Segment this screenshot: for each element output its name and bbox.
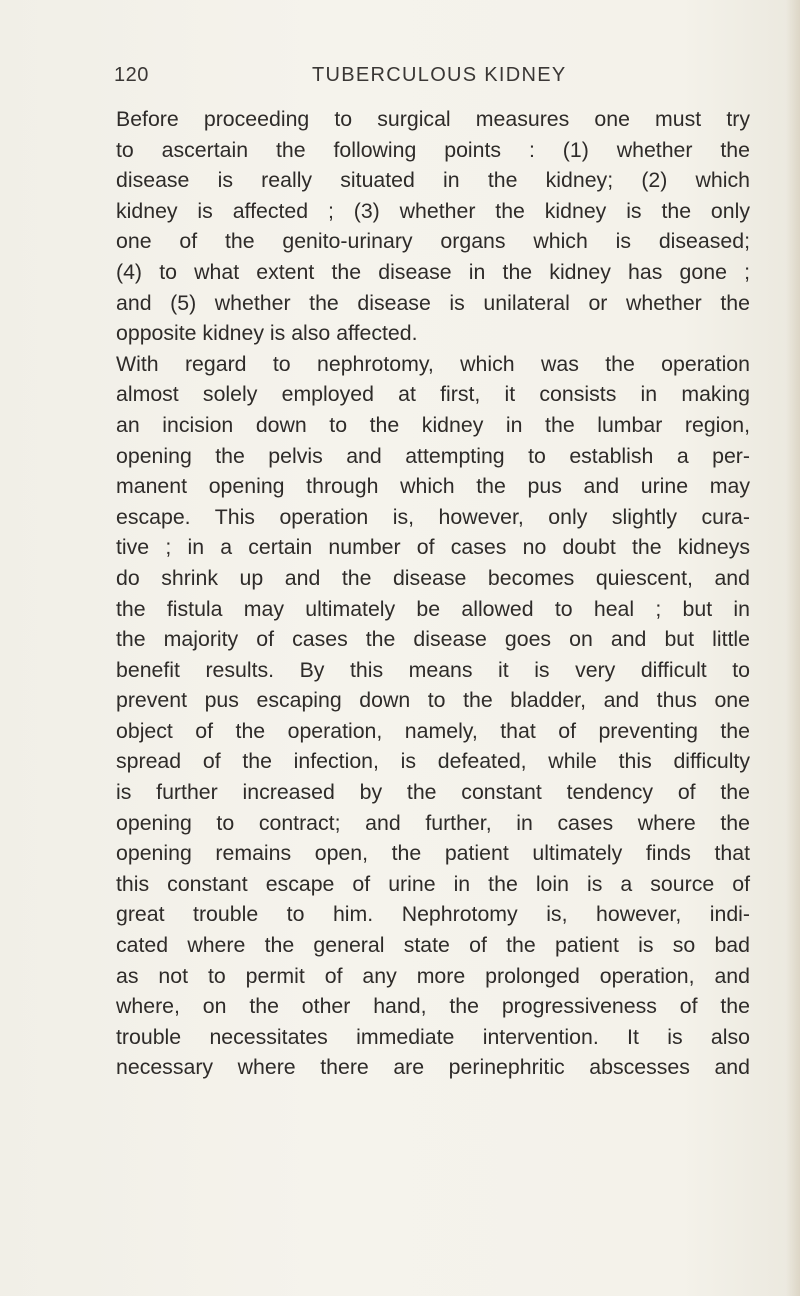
text-line: the majority of cases the disease goes on and but little [116, 627, 750, 652]
text-line: and (5) whether the disease is unilateral or whether the [116, 290, 750, 315]
text-line: almost solely employed at first, it consists in making [116, 382, 750, 407]
text-line: the fistula may ultimately be allowed to heal ; but in [116, 596, 750, 621]
text-line: spread of the infection, is defeated, while this difficulty [116, 749, 750, 774]
text-line: benefit results. By this means it is very difficult to [116, 657, 750, 682]
text-line: an incision down to the kidney in the lumbar region, [116, 412, 750, 437]
text-line: (4) to what extent the disease in the kidney has gone ; [116, 259, 750, 284]
text-line: necessary where there are perinephritic abscesses and [116, 1055, 750, 1080]
text-line: escape. This operation is, however, only slightly cura- [116, 504, 750, 529]
page-edge-shadow [786, 0, 800, 1296]
text-line: tive ; in a certain number of cases no doubt the kidneys [116, 535, 750, 560]
page-header [114, 64, 754, 92]
body-text [116, 104, 750, 1083]
text-line: manent opening through which the pus and urine may [116, 474, 750, 499]
text-line: cated where the general state of the patient is so bad [116, 933, 750, 958]
text-line: opening remains open, the patient ultimately finds that [116, 841, 750, 866]
text-line: great trouble to him. Nephrotomy is, however, indi- [116, 902, 750, 927]
page-number: 120 [114, 64, 149, 86]
text-line: as not to permit of any more prolonged operation, and [116, 963, 750, 988]
text-line: opposite kidney is also affected. [116, 321, 418, 346]
text-line: object of the operation, namely, that of preventing the [116, 718, 750, 743]
text-line: to ascertain the following points : (1) whether the [116, 137, 750, 162]
text-line: With regard to nephrotomy, which was the operation [116, 351, 750, 376]
text-line: this constant escape of urine in the loin is a source of [116, 871, 750, 896]
text-line: opening to contract; and further, in cases where the [116, 810, 750, 835]
text-line: kidney is affected ; (3) whether the kidney is the only [116, 198, 750, 223]
text-line: disease is really situated in the kidney; (2) which [116, 168, 750, 193]
text-line: trouble necessitates immediate intervention. It is also [116, 1024, 750, 1049]
text-line: one of the genito-urinary organs which is diseased; [116, 229, 750, 254]
text-line: opening the pelvis and attempting to establish a per- [116, 443, 750, 468]
text-line: where, on the other hand, the progressiveness of the [116, 994, 750, 1019]
text-line: Before proceeding to surgical measures one must try [116, 107, 750, 131]
running-head: TUBERCULOUS KIDNEY [312, 64, 567, 86]
text-line: is further increased by the constant tendency of the [116, 780, 750, 805]
text-line: do shrink up and the disease becomes quiescent, and [116, 565, 750, 590]
text-line: prevent pus escaping down to the bladder, and thus one [116, 688, 750, 713]
